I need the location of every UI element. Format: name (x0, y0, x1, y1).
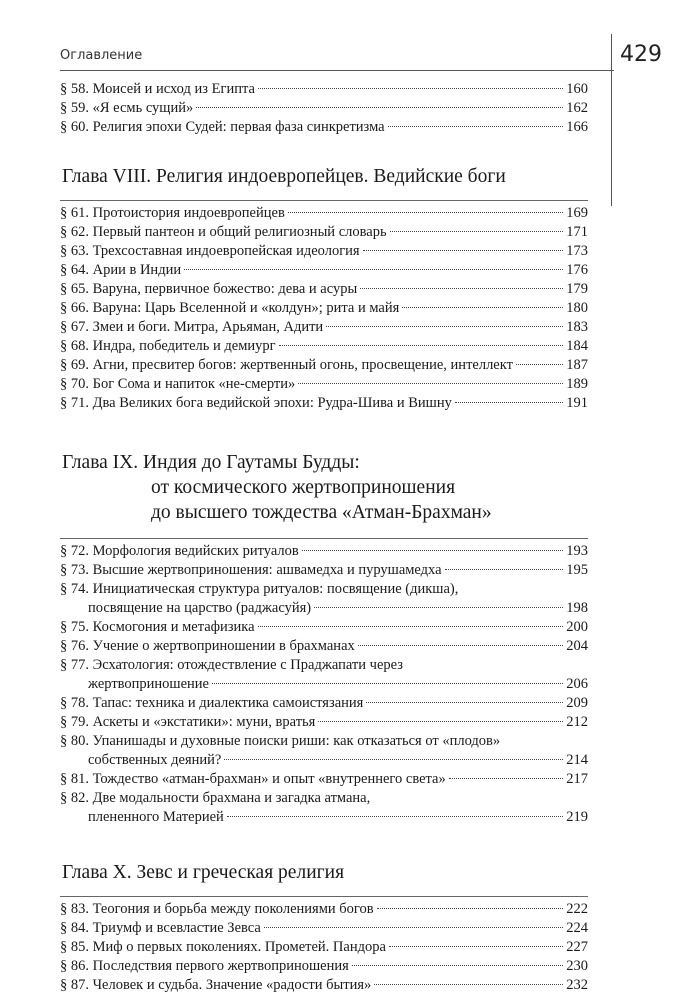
dot-leader (258, 626, 564, 627)
dot-leader (360, 288, 563, 289)
dot-leader (358, 645, 563, 646)
toc-entry-page: 171 (566, 224, 588, 240)
toc-entry-title: § 61. Протоистория индоевропейцев (60, 205, 285, 221)
toc-section (60, 164, 588, 413)
dot-leader (224, 759, 563, 760)
toc-entry[interactable] (60, 938, 588, 957)
toc-entry-title: плененного Материей (88, 809, 224, 825)
toc-entry-page: 184 (566, 338, 588, 354)
toc-entry-title: § 79. Аскеты и «экстатики»: муни, вратья (60, 714, 316, 730)
toc-entry-title: жертвоприношение (88, 676, 209, 692)
dot-leader (390, 231, 564, 232)
toc-entry[interactable] (60, 900, 588, 919)
toc-entry-page: 179 (566, 281, 588, 297)
toc-entry-page: 162 (566, 100, 588, 116)
toc-entry-page: 209 (566, 695, 588, 711)
toc-entry-list (60, 538, 588, 827)
toc-entry-page: 222 (566, 901, 588, 917)
toc-entry-title: § 59. «Я есмь сущий» (60, 100, 194, 116)
toc-entry-page: 173 (566, 243, 588, 259)
toc-entry[interactable] (60, 318, 588, 337)
toc-entry[interactable] (60, 118, 588, 137)
toc-entry-list (60, 896, 588, 995)
toc-entry-page: 206 (566, 676, 588, 692)
dot-leader (516, 364, 563, 365)
toc-entry[interactable] (60, 713, 588, 732)
chapter-heading (60, 450, 588, 525)
toc-entry-title: § 72. Морфология ведийских ритуалов (60, 543, 299, 559)
chapter-heading (60, 860, 588, 885)
toc-entry[interactable] (60, 976, 588, 995)
dot-leader (445, 569, 564, 570)
toc-entry-page: 217 (566, 771, 588, 787)
table-of-contents (60, 80, 588, 995)
toc-entry-page: 227 (566, 939, 588, 955)
dot-leader (363, 250, 564, 251)
toc-section (60, 860, 588, 995)
dot-leader (326, 326, 563, 327)
toc-entry-title: § 76. Учение о жертвоприношении в брахманах (60, 638, 355, 654)
toc-entry[interactable] (60, 561, 588, 580)
running-header (60, 36, 620, 72)
dot-leader (288, 212, 563, 213)
toc-entry-title: § 75. Космогония и метафизика (60, 619, 255, 635)
toc-entry[interactable] (60, 542, 588, 561)
toc-entry-list (60, 80, 588, 137)
chapter-heading-line: до высшего тождества «Атман-Брахман» (151, 502, 492, 523)
toc-entry-list (60, 200, 588, 413)
toc-entry-title: § 62. Первый пантеон и общий религиозный словарь (60, 224, 387, 240)
toc-entry[interactable] (60, 394, 588, 413)
toc-entry-title: посвящение на царство (раджасуйя) (88, 600, 312, 616)
dot-leader (298, 383, 563, 384)
toc-section (60, 80, 588, 137)
toc-entry[interactable] (60, 656, 588, 694)
vertical-rule (611, 34, 612, 206)
dot-leader (184, 269, 563, 270)
toc-entry[interactable] (60, 337, 588, 356)
toc-entry-title: § 58. Моисей и исход из Египта (60, 81, 255, 97)
toc-entry[interactable] (60, 919, 588, 938)
toc-entry-page: 176 (566, 262, 588, 278)
toc-entry-title: § 67. Змеи и боги. Митра, Арьяман, Адити (60, 319, 324, 335)
dot-leader (227, 816, 563, 817)
toc-entry[interactable] (60, 637, 588, 656)
toc-entry-title: § 87. Человек и судьба. Значение «радости бытия» (60, 977, 372, 993)
toc-entry[interactable] (60, 223, 588, 242)
toc-entry[interactable] (60, 299, 588, 318)
toc-entry[interactable] (60, 99, 588, 118)
toc-entry[interactable] (60, 789, 588, 827)
toc-entry-title: собственных деяний? (88, 752, 222, 768)
dot-leader (389, 946, 563, 947)
toc-entry-title: § 85. Миф о первых поколениях. Прометей. Пандора (60, 939, 386, 955)
dot-leader (318, 721, 563, 722)
toc-entry-page: 219 (566, 809, 588, 825)
toc-entry-title: § 65. Варуна, первичное божество: дева и асуры (60, 281, 358, 297)
toc-entry-title: § 60. Религия эпохи Судей: первая фаза синкретизма (60, 119, 385, 135)
toc-entry[interactable] (60, 957, 588, 976)
dot-leader (314, 607, 563, 608)
toc-entry-title: § 69. Агни, пресвитер богов: жертвенный огонь, просвещение, интеллект (60, 357, 513, 373)
toc-entry-title: § 63. Трехсоставная индоевропейская идеология (60, 243, 360, 259)
toc-entry[interactable] (60, 375, 588, 394)
toc-entry-page: 191 (566, 395, 588, 411)
dot-leader (279, 345, 564, 346)
chapter-heading-line: Глава VIII. Религия индоевропейцев. Ведийские боги (62, 166, 506, 187)
toc-entry-page: 230 (566, 958, 588, 974)
toc-entry[interactable] (60, 356, 588, 375)
page-number: 429 (620, 42, 662, 67)
toc-entry-page: 214 (566, 752, 588, 768)
dot-leader (377, 908, 564, 909)
toc-entry-title: § 78. Тапас: техника и диалектика самоистязания (60, 695, 364, 711)
toc-entry[interactable] (60, 618, 588, 637)
toc-entry[interactable] (60, 280, 588, 299)
dot-leader (374, 984, 563, 985)
toc-entry-title: § 83. Теогония и борьба между поколениями богов (60, 901, 374, 917)
toc-entry-title: § 66. Варуна: Царь Вселенной и «колдун»; рита и майя (60, 300, 400, 316)
header-rule (60, 70, 614, 71)
dot-leader (212, 683, 563, 684)
toc-entry-page: 232 (566, 977, 588, 993)
toc-entry-title-first-line: § 82. Две модальности брахмана и загадка атмана, (60, 790, 371, 806)
toc-entry-title-first-line: § 74. Инициатическая структура ритуалов: посвящение (дикша), (60, 581, 459, 597)
toc-entry[interactable] (60, 580, 588, 618)
toc-entry-page: 200 (566, 619, 588, 635)
toc-entry[interactable] (60, 770, 588, 789)
toc-entry-title: § 71. Два Великих бога ведийской эпохи: Рудра-Шива и Вишну (60, 395, 452, 411)
toc-entry[interactable] (60, 261, 588, 280)
toc-entry-page: 160 (566, 81, 588, 97)
toc-entry-title-first-line: § 80. Упанишады и духовные поиски риши: как отказаться от «плодов» (60, 733, 501, 749)
toc-entry-title: § 84. Триумф и всевластие Зевса (60, 920, 261, 936)
toc-entry-page: 195 (566, 562, 588, 578)
running-header-title: Оглавление (60, 48, 143, 63)
dot-leader (455, 402, 563, 403)
toc-entry-page: 166 (566, 119, 588, 135)
toc-entry[interactable] (60, 204, 588, 223)
chapter-heading-line: Глава X. Зевс и греческая религия (62, 862, 345, 883)
dot-leader (402, 307, 563, 308)
dot-leader (388, 126, 564, 127)
toc-entry-page: 204 (566, 638, 588, 654)
toc-entry-page: 193 (566, 543, 588, 559)
toc-entry-page: 187 (566, 357, 588, 373)
toc-entry-page: 212 (566, 714, 588, 730)
toc-entry-title: § 64. Арии в Индии (60, 262, 182, 278)
chapter-heading (60, 164, 588, 189)
dot-leader (264, 927, 563, 928)
dot-leader (302, 550, 564, 551)
toc-entry[interactable] (60, 732, 588, 770)
toc-entry[interactable] (60, 80, 588, 99)
chapter-heading-line: от космического жертвоприношения (151, 477, 456, 498)
toc-entry-title: § 86. Последствия первого жертвоприношения (60, 958, 349, 974)
toc-entry-title: § 70. Бог Сома и напиток «не-смерти» (60, 376, 296, 392)
dot-leader (366, 702, 563, 703)
toc-entry-page: 180 (566, 300, 588, 316)
toc-entry-page: 198 (566, 600, 588, 616)
chapter-heading-line: Глава IX. Индия до Гаутамы Будды: (62, 452, 360, 473)
toc-entry-page: 189 (566, 376, 588, 392)
toc-entry-title: § 73. Высшие жертвоприношения: ашвамедха и пурушамедха (60, 562, 442, 578)
toc-entry-title: § 68. Индра, победитель и демиург (60, 338, 276, 354)
toc-entry[interactable] (60, 694, 588, 713)
toc-entry-title-first-line: § 77. Эсхатология: отождествление с Праджапати через (60, 657, 403, 673)
toc-entry-title: § 81. Тождество «атман-брахман» и опыт «внутреннего света» (60, 771, 446, 787)
toc-entry[interactable] (60, 242, 588, 261)
toc-entry-page: 224 (566, 920, 588, 936)
dot-leader (196, 107, 563, 108)
toc-section (60, 450, 588, 827)
dot-leader (352, 965, 563, 966)
toc-entry-page: 183 (566, 319, 588, 335)
dot-leader (449, 778, 564, 779)
dot-leader (258, 88, 563, 89)
toc-entry-page: 169 (566, 205, 588, 221)
